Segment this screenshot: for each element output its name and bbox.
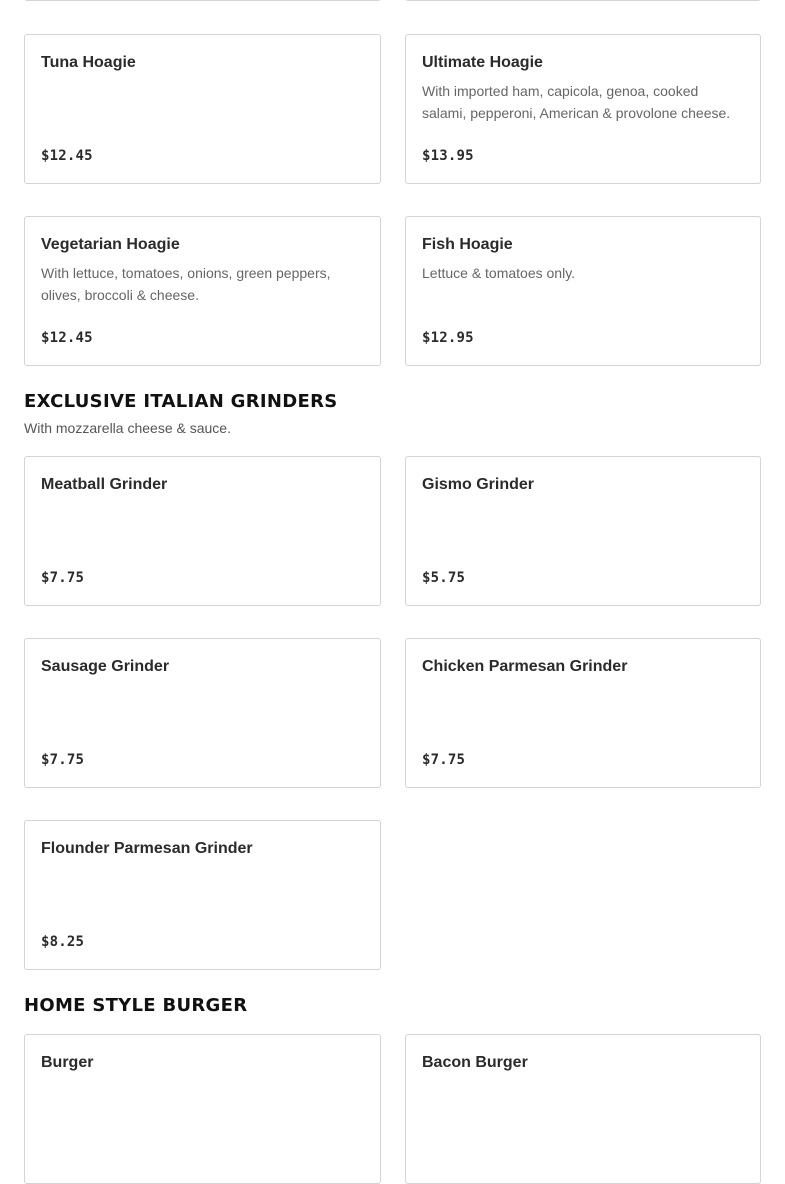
menu-item-card[interactable] (24, 0, 381, 1)
item-price: $7.75 (41, 570, 85, 586)
item-name: Chicken Parmesan Grinder (422, 658, 628, 675)
item-name: Bacon Burger (422, 1054, 528, 1071)
menu-item-ultimate-hoagie[interactable] (405, 34, 761, 184)
menu-item-tuna-hoagie[interactable] (24, 34, 381, 184)
section-subtitle-grinders: With mozzarella cheese & sauce. (24, 420, 231, 436)
menu-item-sausage-grinder[interactable] (24, 638, 381, 788)
item-description: With lettuce, tomatoes, onions, green peppers, olives, broccoli & cheese. (41, 265, 331, 303)
item-name: Ultimate Hoagie (422, 54, 543, 71)
item-price: $12.45 (41, 330, 93, 346)
item-name: Gismo Grinder (422, 476, 535, 493)
item-description: Lettuce & tomatoes only. (422, 265, 576, 281)
menu-item-vegetarian-hoagie[interactable] (24, 216, 381, 366)
menu-item-flounder-parmesan-grinder[interactable] (24, 820, 381, 970)
item-price: $7.75 (41, 752, 85, 768)
menu-item-burger[interactable] (24, 1034, 381, 1184)
item-price: $5.75 (422, 570, 466, 586)
item-price: $7.75 (422, 752, 466, 768)
item-name: Meatball Grinder (41, 476, 168, 493)
menu-item-meatball-grinder[interactable] (24, 456, 381, 606)
item-name: Flounder Parmesan Grinder (41, 840, 253, 857)
menu-item-card[interactable] (405, 0, 761, 1)
menu-item-chicken-parmesan-grinder[interactable] (405, 638, 761, 788)
item-price: $12.45 (41, 148, 93, 164)
item-price: $13.95 (422, 148, 474, 164)
item-name: Fish Hoagie (422, 236, 513, 253)
item-description: With imported ham, capicola, genoa, cooked salami, pepperoni, American & provolone cheese. (422, 83, 731, 121)
item-name: Vegetarian Hoagie (41, 236, 180, 253)
item-price: $12.95 (422, 330, 474, 346)
item-name: Sausage Grinder (41, 658, 170, 675)
item-name: Burger (41, 1054, 94, 1071)
item-name: Tuna Hoagie (41, 54, 136, 71)
menu-item-gismo-grinder[interactable] (405, 456, 761, 606)
menu-item-fish-hoagie[interactable] (405, 216, 761, 366)
menu-item-bacon-burger[interactable] (405, 1034, 761, 1184)
section-title-burgers: HOME STYLE BURGER (24, 995, 248, 1016)
item-price: $8.25 (41, 934, 85, 950)
section-title-grinders: EXCLUSIVE ITALIAN GRINDERS (24, 391, 338, 412)
